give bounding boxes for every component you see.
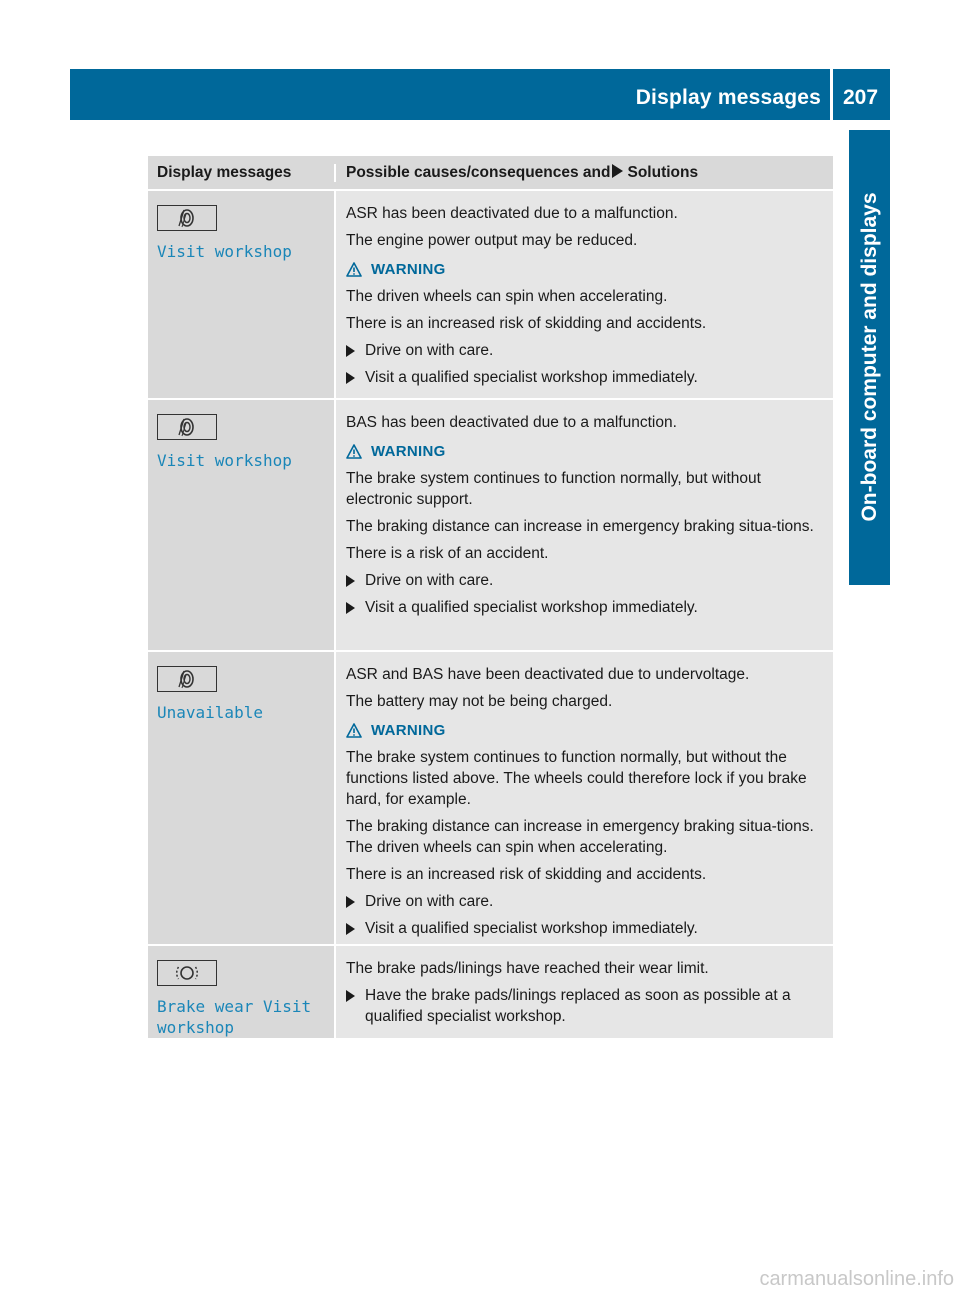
display-message-cell <box>148 652 334 944</box>
header-divider <box>830 69 833 120</box>
cause-text: BAS has been deactivated due to a malfunction. <box>346 414 677 431</box>
solution-step <box>346 597 829 618</box>
page-section-title: Display messages <box>635 86 821 109</box>
solution-step <box>346 367 829 388</box>
solution-step-text: Drive on with care. <box>365 893 494 910</box>
step-arrow-icon <box>346 372 355 384</box>
warning-triangle-icon <box>346 262 362 277</box>
column-header-causes-label: Possible causes/consequences and <box>346 163 611 181</box>
solution-step-text: Visit a qualified specialist workshop immediately. <box>365 920 698 937</box>
display-message-cell <box>148 191 334 398</box>
brake-wear-icon <box>157 960 217 986</box>
cause-text: The engine power output may be reduced. <box>346 232 638 249</box>
step-arrow-icon <box>346 602 355 614</box>
warning-triangle-icon <box>346 444 362 459</box>
step-arrow-icon <box>346 990 355 1002</box>
warning-text: The braking distance can increase in emergency braking situa-tions. The driven wheels can spin when accelerating. <box>346 818 814 856</box>
display-message-line: Brake wear Visit <box>157 997 312 1016</box>
warning-text: The braking distance can increase in emergency braking situa-tions. <box>346 518 814 535</box>
display-message-cell <box>148 946 334 1038</box>
step-arrow-icon <box>346 575 355 587</box>
solution-step <box>346 570 829 591</box>
tyre-icon <box>157 414 217 440</box>
cause-text: The battery may not be being charged. <box>346 693 613 710</box>
warning-text: There is an increased risk of skidding and accidents. <box>346 315 707 332</box>
causes-solutions-cell <box>334 946 833 1038</box>
solution-step <box>346 918 829 939</box>
warning-heading <box>346 443 829 460</box>
step-arrow-icon <box>346 345 355 357</box>
tyre-icon <box>157 666 217 692</box>
solution-step-text: Drive on with care. <box>365 572 494 589</box>
solution-step-text: Visit a qualified specialist workshop immediately. <box>365 599 698 616</box>
table-row <box>148 400 833 652</box>
warning-text: The driven wheels can spin when accelerating. <box>346 288 668 305</box>
warning-label: WARNING <box>371 722 446 739</box>
chapter-tab-label: On-board computer and displays <box>858 192 881 522</box>
causes-solutions-cell <box>334 400 833 650</box>
solution-step <box>346 891 829 912</box>
solutions-arrow-icon <box>612 164 623 178</box>
chapter-tab-marker <box>849 542 890 583</box>
display-message-text: Visit workshop <box>157 242 292 261</box>
solution-step-text: Have the brake pads/linings replaced as soon as possible at a qualified specialist workshop. <box>365 987 791 1025</box>
causes-solutions-cell <box>334 191 833 398</box>
warning-text: The brake system continues to function normally, but without electronic support. <box>346 470 761 508</box>
column-header-display-messages: Display messages <box>157 163 292 181</box>
step-arrow-icon <box>346 923 355 935</box>
warning-text: The brake system continues to function normally, but without the functions listed above. The wheels could therefore lock if you brake hard, for example. <box>346 749 807 808</box>
column-header-causes-solutions <box>334 164 833 182</box>
tyre-icon <box>157 205 217 231</box>
display-message-cell <box>148 400 334 650</box>
warning-heading <box>346 722 829 739</box>
solution-step <box>346 340 829 361</box>
warning-triangle-icon <box>346 723 362 738</box>
display-message-text <box>157 996 334 1038</box>
solution-step-text: Visit a qualified specialist workshop immediately. <box>365 369 698 386</box>
display-message-line: workshop <box>157 1018 235 1037</box>
cause-text: ASR has been deactivated due to a malfunction. <box>346 205 678 222</box>
step-arrow-icon <box>346 896 355 908</box>
display-messages-table <box>148 156 833 1038</box>
warning-heading <box>346 261 829 278</box>
table-row <box>148 191 833 400</box>
column-header-solutions-label: Solutions <box>627 163 699 181</box>
causes-solutions-cell <box>334 652 833 944</box>
page-number: 207 <box>843 86 879 109</box>
watermark: carmanualsonline.info <box>759 1268 954 1290</box>
warning-text: There is a risk of an accident. <box>346 545 549 562</box>
table-row <box>148 946 833 1038</box>
solution-step-text: Drive on with care. <box>365 342 494 359</box>
table-header-row <box>148 156 833 191</box>
cause-text: The brake pads/linings have reached their wear limit. <box>346 960 709 977</box>
table-row <box>148 652 833 946</box>
solution-step <box>346 985 829 1027</box>
warning-label: WARNING <box>371 261 446 278</box>
display-message-text: Unavailable <box>157 703 263 722</box>
cause-text: ASR and BAS have been deactivated due to undervoltage. <box>346 666 750 683</box>
warning-label: WARNING <box>371 443 446 460</box>
display-message-text: Visit workshop <box>157 451 292 470</box>
warning-text: There is an increased risk of skidding and accidents. <box>346 866 707 883</box>
